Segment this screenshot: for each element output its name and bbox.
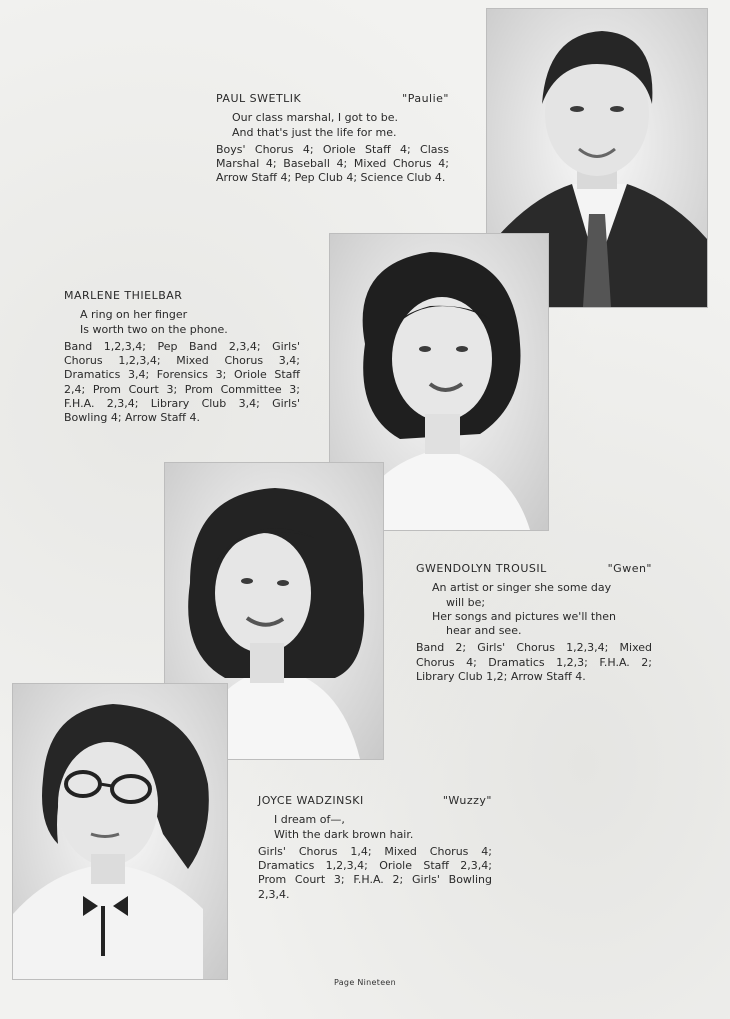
entry-header (64, 289, 300, 303)
portrait-joyce-wadzinski (12, 683, 228, 980)
student-activities: Band 2; Girls' Chorus 1,2,3,4; Mixed Chorus 4; Dramatics 1,2,3; F.H.A. 2; Library Club 1,2; Arrow Staff 4. (416, 641, 652, 684)
student-verse (216, 111, 449, 140)
entry-joyce-wadzinski (258, 794, 492, 902)
verse-line: A ring on her finger (80, 308, 188, 322)
verse-line: Her songs and pictures we'll then (432, 609, 616, 623)
verse-line: hear and see. (446, 624, 522, 638)
student-activities: Band 1,2,3,4; Pep Band 2,3,4; Girls' Chorus 1,2,3,4; Mixed Chorus 3,4; Dramatics 3,4; Forensics 3; Oriole Staff 2,4; Prom Court 3; Prom Committee 3; F.H.A. 2,3,4; Library Club 3,4; Girls' Bowling 4; Arrow Staff 4. (64, 339, 300, 425)
student-verse (416, 581, 652, 638)
student-verse (258, 813, 492, 842)
verse-line: will be; (446, 595, 486, 609)
student-name: GWENDOLYN TROUSIL (416, 562, 547, 575)
student-name: JOYCE WADZINSKI (258, 794, 364, 807)
entry-header (258, 794, 492, 808)
entry-header (216, 92, 449, 106)
entry-paul-swetlik (216, 92, 449, 186)
verse-line: With the dark brown hair. (274, 827, 414, 841)
verse-line: I dream of—, (274, 813, 345, 827)
entry-gwendolyn-trousil (416, 562, 652, 684)
student-nickname: "Gwen" (607, 562, 652, 575)
verse-line: Our class marshal, I got to be. (232, 111, 398, 125)
verse-line: And that's just the life for me. (232, 125, 397, 139)
verse-line: An artist or singer she some day (432, 581, 612, 595)
entry-marlene-thielbar (64, 289, 300, 426)
student-activities: Girls' Chorus 1,4; Mixed Chorus 4; Dramatics 1,2,3,4; Oriole Staff 2,3,4; Prom Court 3; F.H.A. 2; Girls' Bowling 2,3,4. (258, 844, 492, 901)
student-name: PAUL SWETLIK (216, 92, 302, 105)
student-activities: Boys' Chorus 4; Oriole Staff 4; Class Marshal 4; Baseball 4; Mixed Chorus 4; Arrow Staff 4; Pep Club 4; Science Club 4. (216, 142, 449, 185)
student-name: MARLENE THIELBAR (64, 289, 183, 302)
student-nickname: "Wuzzy" (442, 794, 492, 807)
student-nickname: "Paulie" (402, 92, 449, 105)
verse-line: Is worth two on the phone. (80, 322, 228, 336)
entry-header (416, 562, 652, 576)
page-number: Page Nineteen (333, 978, 397, 987)
student-verse (64, 308, 300, 337)
